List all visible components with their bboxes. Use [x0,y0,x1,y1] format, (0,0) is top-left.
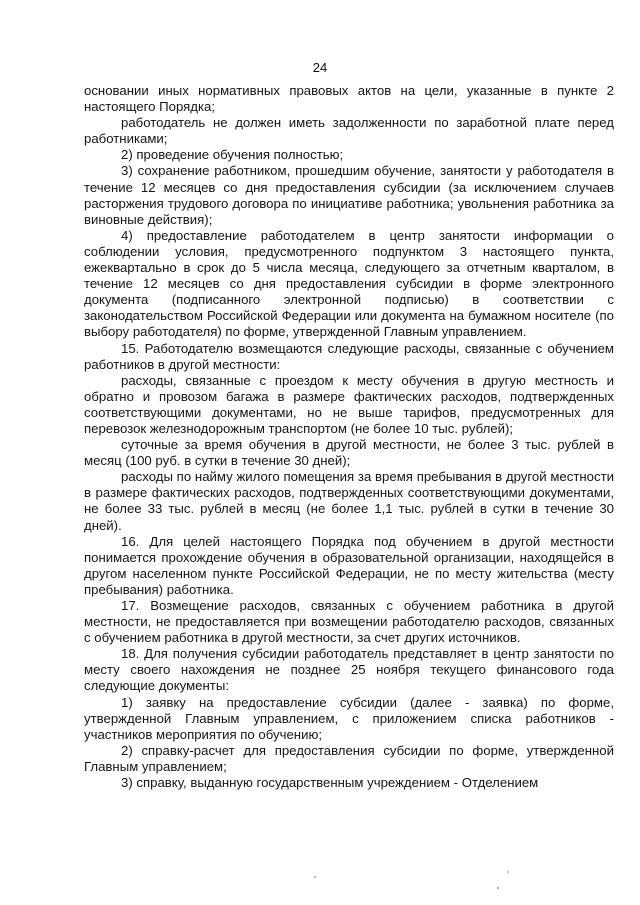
paragraph-continuation: основании иных нормативных правовых актов на цели, указанные в пункте 2 настоящего Порядка; [84,83,614,115]
paragraph-item-4-reporting: 4) предоставление работодателем в центр занятости информации о соблюдении условия, предусмотренного подпунктом 3 настоящего пункта, ежеквартально в срок до 5 числа месяца, следующего за отчетным кварталом, в течение 12 месяцев со дня предоставления субсидии в форме электронного документа (подписанного электронной подписью) в соответствии с законодательством Российской Федерации или документа на бумажном носителе (по выбору работодателя) по форме, утвержденной Главным управлением. [84,227,614,340]
paragraph-18-documents: 18. Для получения субсидии работодатель представляет в центр занятости по месту своего нахождения не позднее 25 ноября текущего финансового года следующие документы: [84,646,614,694]
paragraph-15-reimbursed-expenses: 15. Работодателю возмещаются следующие расходы, связанные с обучением работников в другой местности: [84,340,614,372]
paragraph-housing-expenses: расходы по найму жилого помещения за время пребывания в другой местности в размере фактических расходов, подтвержденных соответствующими документами, не более 33 тыс. рублей в месяц (не более 1,1 тыс. рублей в сутки в течение 30 дней). [84,469,614,533]
paragraph-doc-3-certificate: 3) справку, выданную государственным учреждением - Отделением [121,775,539,791]
paragraph-item-2-full-training: 2) проведение обучения полностью; [121,147,344,163]
paragraph-doc-2-calculation: 2) справку-расчет для предоставления субсидии по форме, утвержденной Главным управлением; [84,742,614,774]
page-number: 24 [312,60,328,75]
scan-speck [497,887,499,889]
paragraph-travel-expenses: расходы, связанные с проездом к месту обучения в другую местность и обратно и провозом багажа в размере фактических расходов, подтвержденных соответствующими документами, но не выше тарифов, предусмотренных для перевозок железнодорожным транспортом (не более 10 тыс. рублей); [84,372,614,436]
paragraph-item-3-employment-retention: 3) сохранение работником, прошедшим обучение, занятости у работодателя в течение 12 месяцев со дня предоставления субсидии (за исключением случаев расторжения трудового договора по инициативе работника; увольнения работника за виновные действия); [84,163,614,227]
paragraph-no-wage-debt: работодатель не должен иметь задолженности по заработной плате перед работниками; [84,115,614,147]
scan-speck [508,871,509,873]
document-body [84,83,614,791]
paragraph-17-no-double-reimbursement: 17. Возмещение расходов, связанных с обучением работника в другой местности, не предоставляется при возмещении работодателю расходов, связанных с обучением работника в другой местности, за счет других источников. [84,598,614,646]
paragraph-doc-1-application: 1) заявку на предоставление субсидии (далее - заявка) по форме, утвержденной Главным управлением, с приложением списка работников - участников мероприятия по обучению; [84,694,614,742]
paragraph-16-definition: 16. Для целей настоящего Порядка под обучением в другой местности понимается прохождение обучения в образовательной организации, находящейся в другом населенном пункте Российской Федерации, не по месту жительства (месту пребывания) работника. [84,533,614,597]
scan-speck [314,876,316,878]
paragraph-daily-allowance: суточные за время обучения в другой местности, не более 3 тыс. рублей в месяц (100 руб. в сутки в течение 30 дней); [84,437,614,469]
